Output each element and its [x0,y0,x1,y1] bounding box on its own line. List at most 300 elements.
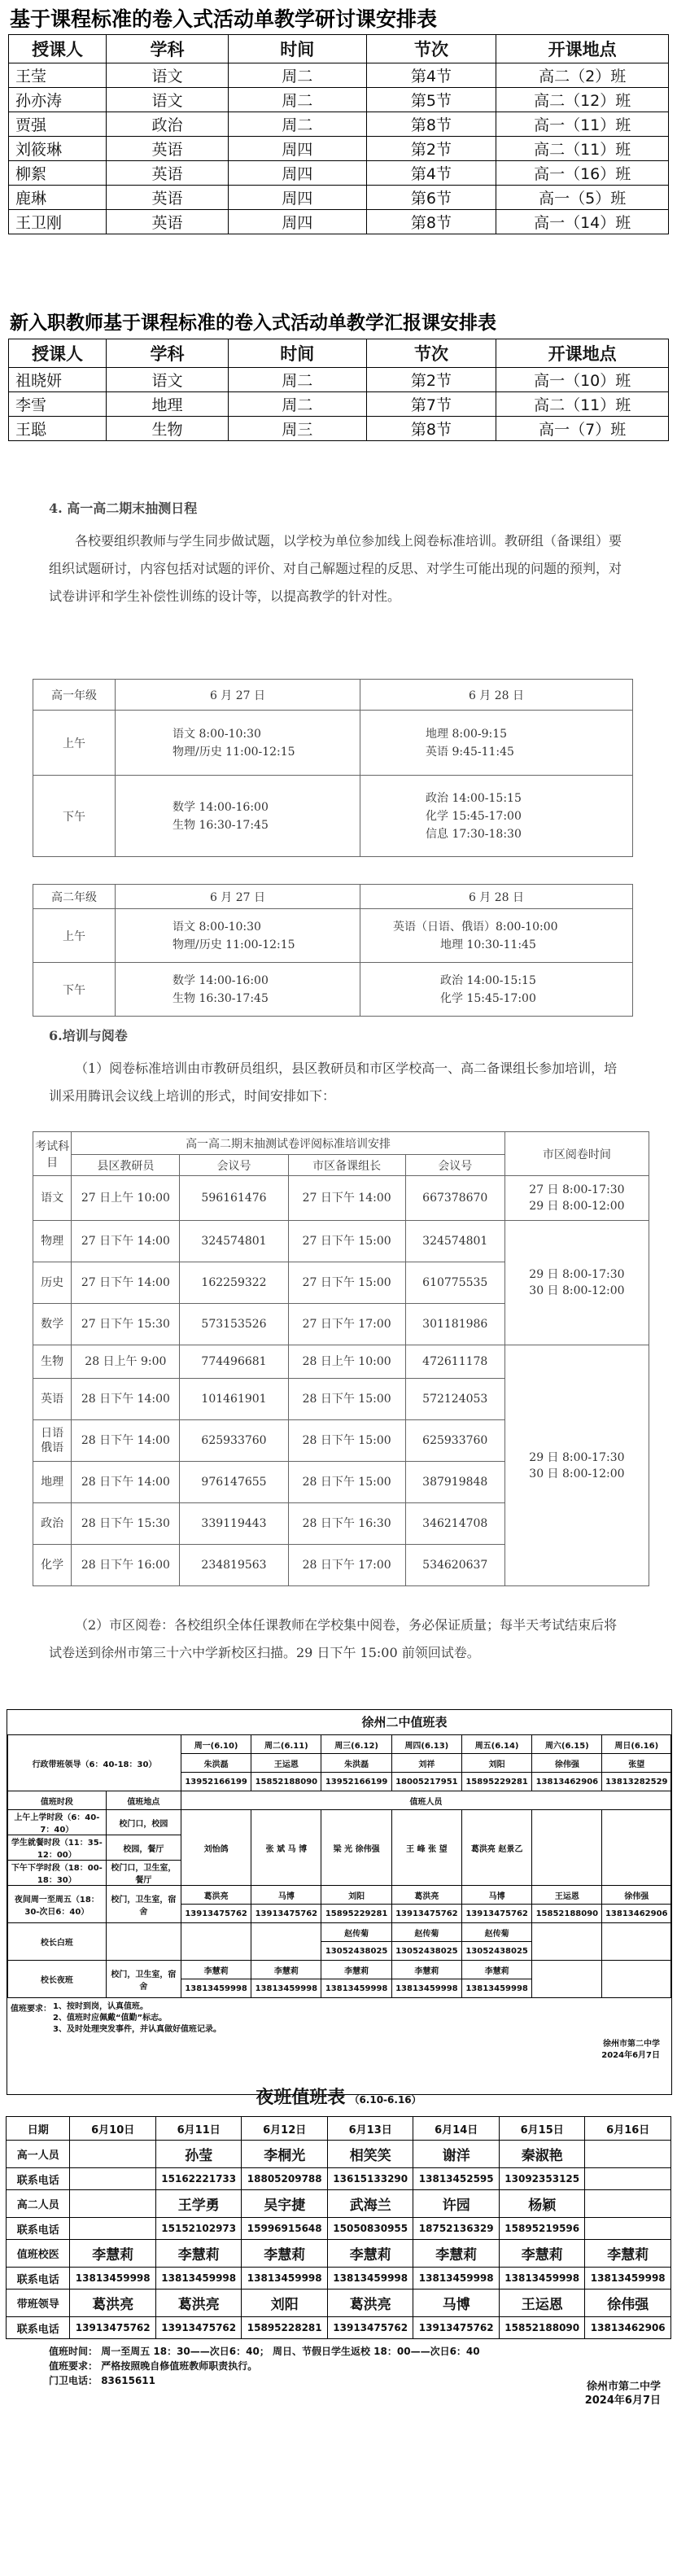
training-cell: 28 日下午 15:00 [288,1379,405,1420]
night-req-label: 值班要求： [49,2360,98,2372]
date-header: 6月16日 [585,2117,671,2141]
column-header: 开课地点 [496,35,669,63]
night-staff: 刘阳 [321,1886,391,1905]
column-header: 节次 [366,35,496,63]
duty-row [8,1923,671,1942]
table-cell: 王卫刚 [9,210,107,234]
phone-cell: 15895228281 [242,2317,328,2339]
morning-staff: 葛洪亮 赵景乙 [461,1810,531,1886]
grading-time: 27 日 8:00-17:30 [529,1183,625,1196]
grade2-am-label: 上午 [33,909,116,963]
phone-cell: 13913475762 [327,2317,413,2339]
night-staff-tel: 13913475762 [391,1905,461,1923]
subject-header: 考试科目 [33,1132,72,1176]
principal-night-tel: 13813459998 [181,1979,251,1998]
grade1-pm-d2-1: 化学 15:45-17:00 [426,809,522,823]
phone-cell: 13615133290 [327,2168,413,2190]
training-cell: 596161476 [180,1176,288,1221]
heading-exam-schedule: 4. 高一高二期末抽测日程 [49,501,198,516]
training-cell: 28 日上午 9:00 [72,1345,180,1379]
heading-training: 6.培训与阅卷 [49,1028,128,1043]
training-cell: 534620637 [405,1545,504,1586]
training-cell: 27 日下午 15:30 [72,1304,180,1345]
night-duty-table [6,2116,671,2339]
table-cell: 英语 [107,186,229,210]
table-row [9,88,669,112]
table-cell: 高一（5）班 [496,186,669,210]
table-cell: 第8节 [366,210,496,234]
subject-cell: 地理 [33,1462,72,1503]
training-subheader: 市区备课组长 [288,1155,405,1176]
night-time-label: 值班时间： [49,2346,98,2357]
principal-night-name: 李慧莉 [251,1961,321,1979]
table-cell: 第2节 [366,368,496,392]
name-cell: 秦淑艳 [499,2141,585,2168]
grade2-day2-header: 6 月 28 日 [360,885,633,909]
training-cell: 234819563 [180,1545,288,1586]
grade1-am-d2-0: 地理 8:00-9:15 [426,727,508,741]
grade1-pm-d1-0: 数学 14:00-16:00 [173,800,269,814]
table-cell: 高二（2）班 [496,63,669,88]
table-cell: 周二 [228,392,366,417]
grading-time: 29 日 8:00-17:30 [529,1450,625,1464]
subject-cell: 化学 [33,1545,72,1586]
table-cell: 第6节 [366,186,496,210]
table-cell: 第4节 [366,63,496,88]
night-row [7,2141,671,2168]
table-row [9,186,669,210]
training-cell: 27 日下午 17:00 [288,1304,405,1345]
empty-cell [532,1810,602,1886]
phone-cell [70,2168,156,2190]
empty-cell [602,1810,671,1886]
empty-cell [532,1961,602,1998]
row-label: 联系电话 [7,2168,70,2190]
empty-cell [106,1923,181,1961]
training-cell: 28 日下午 14:00 [72,1420,180,1462]
duty-row [8,1886,671,1905]
name-cell [585,2190,671,2218]
paragraph-grading-training: 各校要组织教师与学生同步做试题，以学校为单位参加线上阅卷标准培训。教研组（备课组）要组织试题研讨，内容包括对试题的评价、对自己解题过程的反思、对学生可能出现的问题的预判，对试卷讲评和学生补偿性训练的设计等，以提高教学的针对性。 [49,533,622,604]
research-lesson-table [8,34,669,234]
phone-cell: 13913475762 [155,2317,242,2339]
table-cell: 周三 [228,417,366,441]
night-duty-subtitle: （6.10-6.16） [349,2094,421,2106]
leader-tel: 13952166199 [321,1773,391,1791]
day-header: 周四(6.13) [391,1735,461,1754]
principal-night-name: 李慧莉 [321,1961,391,1979]
name-cell: 李慧莉 [585,2240,671,2268]
grade2-pm-d1-0: 数学 14:00-16:00 [173,973,269,987]
duty-place-header: 值班地点 [106,1791,181,1810]
training-cell: 387919848 [405,1462,504,1503]
row-label: 高一人员 [7,2141,70,2168]
duty-staff-header: 值班人员 [181,1791,670,1810]
training-cell: 774496681 [180,1345,288,1379]
day-header: 周一(6.10) [181,1735,251,1754]
report-lesson-section [0,308,677,441]
principal-night-tel: 13813459998 [251,1979,321,1998]
name-cell: 孙莹 [155,2141,242,2168]
date-header: 6月11日 [155,2117,242,2141]
training-cell: 28 日下午 14:00 [72,1379,180,1420]
name-cell: 武海兰 [327,2190,413,2218]
night-staff: 马博 [251,1886,321,1905]
principal-night-place: 校门，卫生室，宿舍 [106,1961,181,1998]
grade1-pm-d1-1: 生物 16:30-17:45 [173,818,269,832]
grade2-schedule-table [33,884,633,1017]
training-cell: 162259322 [180,1262,288,1304]
grading-time: 29 日 8:00-17:30 [529,1268,625,1281]
grading-time: 30 日 8:00-12:00 [529,1467,625,1480]
duty-req-2: 2、值班时应佩戴“值勤”标志。 [53,2014,168,2023]
duty-req-label: 值班要求： [11,2005,51,2014]
gate-tel-label: 门卫电话： [49,2375,98,2386]
training-table [33,1131,649,1586]
table-cell: 高一（11）班 [496,112,669,137]
night-row [7,2168,671,2190]
subject-cell: 历史 [33,1262,72,1304]
training-header-row [33,1132,649,1155]
leader-name: 王运恩 [251,1754,321,1773]
subject-cell: 语文 [33,1176,72,1221]
date-label: 日期 [7,2117,70,2141]
table-cell: 柳絮 [9,161,107,186]
night-staff-tel: 13913475762 [181,1905,251,1923]
leader-tel: 13952166199 [181,1773,251,1791]
table-cell: 李雪 [9,392,107,417]
training-group-header: 高一高二期末抽测试卷评阅标准培训安排 [72,1132,505,1155]
principal-day-tel: 13052438025 [391,1942,461,1961]
principal-day-name: 赵传菊 [461,1923,531,1942]
name-cell: 王运恩 [499,2290,585,2317]
night-row [7,2218,671,2240]
table-cell: 高一（10）班 [496,368,669,392]
leader-name: 刘阳 [461,1754,531,1773]
table-cell: 孙亦涛 [9,88,107,112]
night-staff-tel: 13813462906 [602,1905,671,1923]
table-row [9,368,669,392]
row-label: 联系电话 [7,2218,70,2240]
training-cell: 976147655 [180,1462,288,1503]
grade1-pm-label: 下午 [33,776,116,857]
night-req-text: 严格按照晚自修值班教师职责执行。 [101,2360,258,2372]
name-cell: 葛洪亮 [327,2290,413,2317]
duty-row [8,1791,671,1810]
leader-label: 行政带班领导（6：40-18：30） [32,1760,157,1769]
night-row [7,2290,671,2317]
header-row [9,35,669,63]
day-header: 周六(6.15) [532,1735,602,1754]
table-cell: 王聪 [9,417,107,441]
training-row [33,1176,649,1221]
principal-night-tel: 13813459998 [391,1979,461,1998]
grade1-day1-header: 6 月 27 日 [116,680,360,711]
training-cell: 324574801 [180,1221,288,1262]
leader-name: 朱洪磊 [181,1754,251,1773]
principal-day-label: 校长白班 [8,1923,107,1961]
table-cell: 周二 [228,63,366,88]
night-staff-tel: 13913475762 [251,1905,321,1923]
name-cell: 徐伟强 [585,2290,671,2317]
training-subheader: 县区教研员 [72,1155,180,1176]
table-cell: 高二（11）班 [496,392,669,417]
paragraph-training-plan: （1）阅卷标准培训由市教研员组织，县区教研员和市区学校高一、高二备课组长参加培训，培训采用腾讯会议线上培训的形式，时间安排如下： [49,1061,618,1104]
grade1-schedule-table [33,679,633,857]
table-cell: 地理 [107,392,229,417]
phone-cell: 13813459998 [585,2268,671,2290]
exam-schedule-document [0,480,677,1693]
header-row [9,339,669,368]
table-cell: 第2节 [366,137,496,161]
name-cell [70,2190,156,2218]
training-cell: 28 日下午 15:00 [288,1462,405,1503]
leader-tel: 15895229281 [461,1773,531,1791]
training-cell: 28 日下午 14:00 [72,1462,180,1503]
name-cell: 李慧莉 [413,2240,500,2268]
grading-time-header: 市区阅卷时间 [504,1132,649,1176]
table-cell: 英语 [107,210,229,234]
report-lesson-table [8,339,669,441]
table-cell: 鹿琳 [9,186,107,210]
training-cell: 28 日下午 16:30 [288,1503,405,1545]
grade1-am-d1-1: 物理/历史 11:00-12:15 [173,745,295,759]
table-cell: 周二 [228,368,366,392]
training-cell: 28 日下午 16:00 [72,1545,180,1586]
principal-day-tel: 13052438025 [461,1942,531,1961]
night-row [7,2190,671,2218]
training-cell: 27 日下午 15:00 [288,1262,405,1304]
phone-cell: 13913475762 [70,2317,156,2339]
subject-cell: 生物 [33,1345,72,1379]
training-subheader: 会议号 [405,1155,504,1176]
grade2-am-d1-0: 语文 8:00-10:30 [173,920,261,934]
date-header: 6月14日 [413,2117,500,2141]
grade2-pm-d2-0: 政治 14:00-15:15 [440,973,536,987]
research-lesson-section [0,5,677,234]
grade1-header: 高一年级 [33,680,116,711]
table-cell: 周四 [228,161,366,186]
duty-req-3: 3、及时处理突发事件，并认真做好值班记录。 [53,2025,221,2034]
empty-cell [602,1923,671,1961]
training-cell: 27 日下午 15:00 [288,1221,405,1262]
grade2-pm-d1-1: 生物 16:30-17:45 [173,991,269,1005]
table-cell: 高二（11）班 [496,137,669,161]
phone-cell [585,2218,671,2240]
night-staff: 马博 [461,1886,531,1905]
phone-cell: 15162221733 [155,2168,242,2190]
training-cell: 27 日下午 14:00 [72,1262,180,1304]
empty-cell [251,1923,321,1961]
phone-cell [585,2168,671,2190]
phone-cell: 13813459998 [70,2268,156,2290]
night-duty-title: 夜班值班表 [256,2088,346,2108]
name-cell [585,2141,671,2168]
training-cell: 27 日下午 14:00 [72,1221,180,1262]
phone-cell: 13092353125 [499,2168,585,2190]
table-cell: 第5节 [366,88,496,112]
training-cell: 28 日上午 10:00 [288,1345,405,1379]
day-header: 周二(6.11) [251,1735,321,1754]
subject-cell: 数学 [33,1304,72,1345]
date-row [7,2117,671,2141]
duty-sign-date: 2024年6月7日 [601,2051,660,2060]
column-header: 时间 [228,35,366,63]
table-cell: 政治 [107,112,229,137]
training-cell: 572124053 [405,1379,504,1420]
training-subheader: 会议号 [180,1155,288,1176]
table-cell: 生物 [107,417,229,441]
table-cell: 英语 [107,137,229,161]
table-cell: 第8节 [366,417,496,441]
leader-tel: 15852188090 [251,1773,321,1791]
phone-cell: 15895219596 [499,2218,585,2240]
table-row [9,137,669,161]
leader-name: 徐伟强 [532,1754,602,1773]
phone-cell: 13813459998 [155,2268,242,2290]
training-cell: 625933760 [405,1420,504,1462]
phone-cell: 15152102973 [155,2218,242,2240]
name-cell: 刘阳 [242,2290,328,2317]
name-cell: 李桐光 [242,2141,328,2168]
phone-cell [70,2218,156,2240]
morning-staff: 刘怡鸽 [181,1810,251,1886]
table-row [9,210,669,234]
grade1-am-label: 上午 [33,711,116,776]
table-cell: 高一（14）班 [496,210,669,234]
subject-cell: 政治 [33,1503,72,1545]
table-cell: 贾强 [9,112,107,137]
paragraph-city-grading: （2）市区阅卷：各校组织全体任课教师在学校集中阅卷，务必保证质量；每半天考试结束后将试卷送到徐州市第三十六中学新校区扫描。29 日下午 15:00 前领回试卷。 [49,1617,618,1660]
row-label: 值班校医 [7,2240,70,2268]
name-cell: 谢洋 [413,2141,500,2168]
table-cell: 高一（16）班 [496,161,669,186]
grade2-am-d2-0: 英语（日语、俄语）8:00-10:00 [393,920,558,934]
grade2-am-d2-1: 地理 10:30-11:45 [440,938,536,951]
night-staff-tel: 15852188090 [532,1905,602,1923]
name-cell: 相笑笑 [327,2141,413,2168]
grading-time-cell [504,1345,649,1586]
leader-tel: 18005217951 [391,1773,461,1791]
night-time-text: 周一至周五 18：30——次日6：40； 周日、节假日学生返校 18：00——次日6：40 [101,2346,480,2357]
afternoon-slot: 下午下学时段（18：00-18：30） [8,1861,107,1886]
table-cell: 高一（7）班 [496,417,669,441]
name-cell: 王学勇 [155,2190,242,2218]
table-cell: 第8节 [366,112,496,137]
table-row [9,417,669,441]
night-row [7,2268,671,2290]
phone-cell: 18752136329 [413,2218,500,2240]
grade2-pm-d2-1: 化学 15:45-17:00 [440,991,536,1005]
table-row [9,63,669,88]
training-cell: 339119443 [180,1503,288,1545]
phone-cell: 15050830955 [327,2218,413,2240]
table-cell: 祖晓妍 [9,368,107,392]
training-cell: 27 日上午 10:00 [72,1176,180,1221]
morning-staff: 王 峰 张 望 [391,1810,461,1886]
leader-tel: 13813462906 [532,1773,602,1791]
principal-night-name: 李慧莉 [181,1961,251,1979]
table-cell: 周二 [228,112,366,137]
morning-place: 校门口，校园 [106,1810,181,1835]
training-row [33,1345,649,1379]
column-header: 开课地点 [496,339,669,368]
leader-tel: 13813282529 [602,1773,671,1791]
table-cell: 周四 [228,186,366,210]
principal-day-name: 赵传菊 [321,1923,391,1942]
leader-name: 朱洪磊 [321,1754,391,1773]
table-cell: 第4节 [366,161,496,186]
name-cell: 杨颖 [499,2190,585,2218]
phone-cell: 18805209788 [242,2168,328,2190]
grade2-pm-label: 下午 [33,963,116,1017]
duty-roster-table [7,1734,671,1998]
grade2-am-d1-1: 物理/历史 11:00-12:15 [173,938,295,951]
grading-time-cell [504,1176,649,1221]
grade2-header: 高二年级 [33,885,116,909]
grade1-pm-d2-2: 信息 17:30-18:30 [426,827,522,841]
grade1-am-d2-1: 英语 9:45-11:45 [426,745,514,759]
training-cell: 610775535 [405,1262,504,1304]
gate-tel: 83615611 [101,2375,155,2386]
empty-cell [602,1961,671,1998]
night-staff: 徐伟强 [602,1886,671,1905]
night-staff-tel: 13913475762 [461,1905,531,1923]
night-duty-section [0,2080,677,2412]
morning-staff: 梁 光 徐伟强 [321,1810,391,1886]
duty-row [8,1961,671,1979]
duty-row [8,1810,671,1835]
morning-staff: 张 斌 马 博 [251,1810,321,1886]
leader-name: 刘祥 [391,1754,461,1773]
subject-cell: 日语俄语 [33,1420,72,1462]
table-cell: 英语 [107,161,229,186]
principal-night-label: 校长夜班 [8,1961,107,1998]
principal-night-name: 李慧莉 [391,1961,461,1979]
column-header: 授课人 [9,339,107,368]
training-cell: 324574801 [405,1221,504,1262]
training-cell: 573153526 [180,1304,288,1345]
training-cell: 301181986 [405,1304,504,1345]
grade1-pm-d2-0: 政治 14:00-15:15 [426,791,522,805]
date-header: 6月15日 [499,2117,585,2141]
training-cell: 667378670 [405,1176,504,1221]
training-cell: 625933760 [180,1420,288,1462]
table-cell: 周四 [228,210,366,234]
duty-req-1: 1、按时到岗，认真值班。 [53,2002,148,2011]
phone-cell: 13813459998 [499,2268,585,2290]
column-header: 学科 [107,339,229,368]
grading-time-cell [504,1221,649,1345]
afternoon-place: 校门口，卫生室，餐厅 [106,1861,181,1886]
noon-place: 校园，餐厅 [106,1835,181,1861]
table-cell: 周二 [228,88,366,112]
table-cell: 语文 [107,88,229,112]
principal-day-name: 赵传菊 [391,1923,461,1942]
day-header: 周三(6.12) [321,1735,391,1754]
table-cell: 高二（12）班 [496,88,669,112]
day-header: 周五(6.14) [461,1735,531,1754]
table-cell: 刘筱琳 [9,137,107,161]
row-label: 联系电话 [7,2317,70,2339]
date-header: 6月10日 [70,2117,156,2141]
phone-cell: 13813462906 [585,2317,671,2339]
phone-cell: 13813459998 [413,2268,500,2290]
duty-roster-section [0,1709,677,2095]
phone-cell: 13813459998 [242,2268,328,2290]
training-cell: 28 日下午 15:30 [72,1503,180,1545]
principal-night-tel: 13813459998 [321,1979,391,1998]
